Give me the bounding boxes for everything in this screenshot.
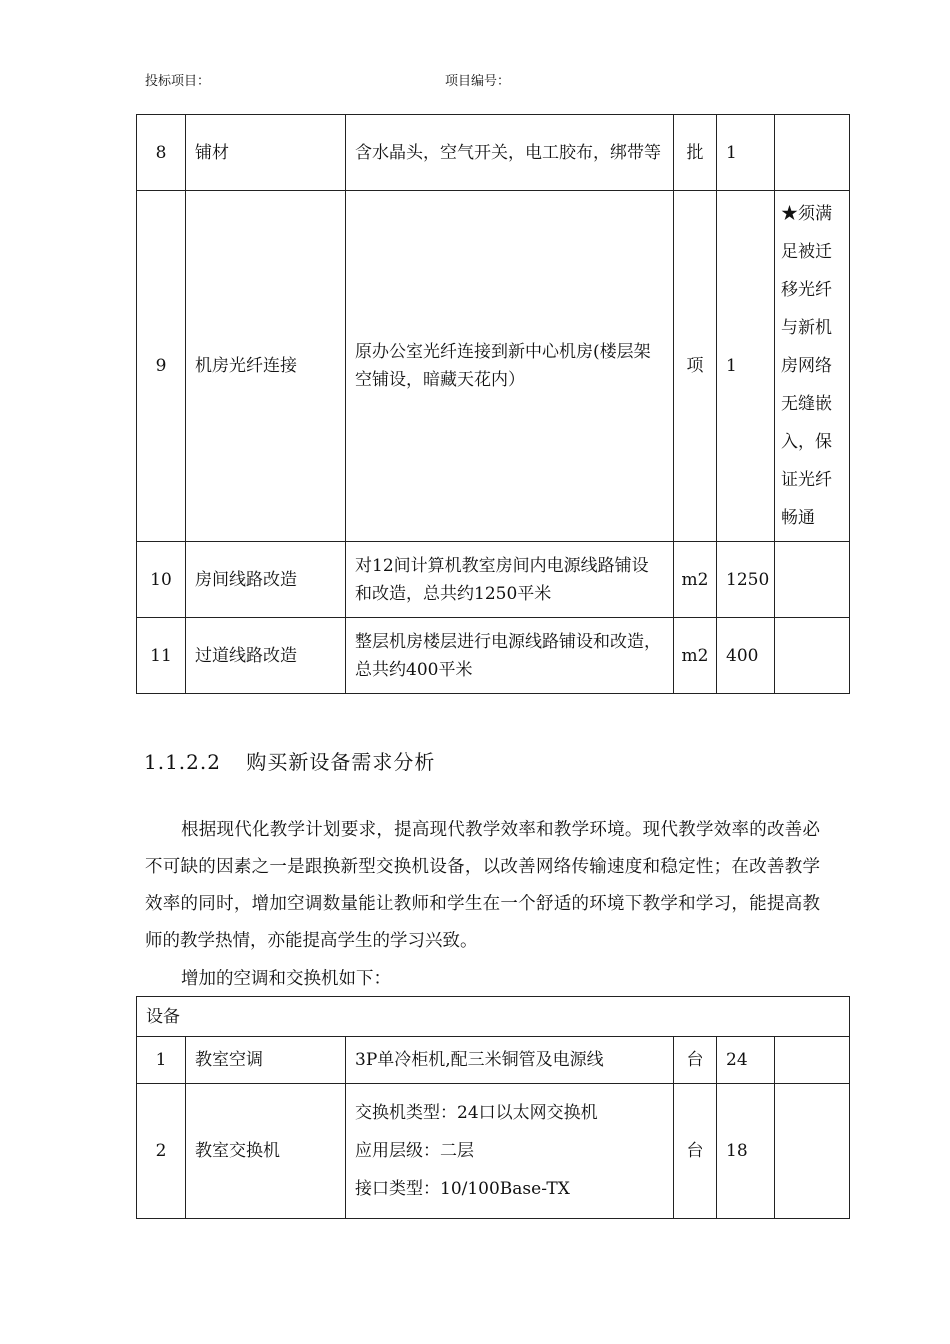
item-note: ★须满足被迁移光纤与新机房网络无缝嵌入，保证光纤畅通 (775, 191, 850, 542)
item-description: 整层机房楼层进行电源线路铺设和改造，总共约400平米 (346, 618, 674, 694)
row-number: 1 (137, 1037, 186, 1084)
item-quantity: 24 (717, 1037, 775, 1084)
item-description: 对12间计算机教室房间内电源线路铺设和改造，总共约1250平米 (346, 542, 674, 618)
item-note (775, 1084, 850, 1219)
item-name: 教室空调 (186, 1037, 346, 1084)
item-name: 过道线路改造 (186, 618, 346, 694)
table-row (137, 1037, 850, 1084)
item-unit: 台 (674, 1037, 717, 1084)
table-group-row (137, 997, 850, 1037)
description-line: 接口类型：10/100Base-TX (355, 1179, 570, 1199)
row-number: 9 (137, 191, 186, 542)
item-quantity: 1250 (717, 542, 775, 618)
row-number: 2 (137, 1084, 186, 1219)
item-note (775, 115, 850, 191)
item-quantity: 18 (717, 1084, 775, 1219)
item-unit: m2 (674, 618, 717, 694)
equipment-table (136, 996, 850, 1219)
table-row (137, 542, 850, 618)
item-name: 房间线路改造 (186, 542, 346, 618)
row-number: 8 (137, 115, 186, 191)
section-heading (144, 746, 435, 775)
item-name: 教室交换机 (186, 1084, 346, 1219)
item-description (346, 1084, 674, 1219)
item-note (775, 1037, 850, 1084)
description-line: 3P单冷柜机,配三米铜管及电源线 (355, 1050, 604, 1070)
item-quantity: 1 (717, 115, 775, 191)
item-unit: 批 (674, 115, 717, 191)
table-row (137, 115, 850, 191)
row-number: 11 (137, 618, 186, 694)
item-quantity: 1 (717, 191, 775, 542)
paragraph: 增加的空调和交换机如下： (181, 969, 391, 989)
table-row (137, 618, 850, 694)
item-quantity: 400 (717, 618, 775, 694)
item-unit: m2 (674, 542, 717, 618)
section-number: 1.1.2.2 (144, 750, 221, 774)
item-note (775, 618, 850, 694)
paragraph: 根据现代化教学计划要求，提高现代教学效率和教学环境。现代教学效率的改善必不可缺的因素之一是跟换新型交换机设备，以改善网络传输速度和稳定性；在改善教学效率的同时，增加空调数量能让教师和学生在一个舒适的环境下教学和学习，能提高教师的教学热情，亦能提高学生的学习兴致。 (145, 820, 820, 951)
description-line: 应用层级：二层 (355, 1141, 474, 1161)
item-description: 原办公室光纤连接到新中心机房(楼层架空铺设，暗藏天花内） (346, 191, 674, 542)
row-number: 10 (137, 542, 186, 618)
item-unit: 项 (674, 191, 717, 542)
group-label: 设备 (137, 997, 850, 1037)
item-note (775, 542, 850, 618)
item-description (346, 1037, 674, 1084)
item-name: 机房光纤连接 (186, 191, 346, 542)
project-code-label: 项目编号： (445, 74, 511, 89)
item-description: 含水晶头，空气开关，电工胶布，绑带等 (346, 115, 674, 191)
item-unit: 台 (674, 1084, 717, 1219)
section-title: 购买新设备需求分析 (246, 750, 436, 774)
materials-table (136, 114, 850, 694)
table-row (137, 191, 850, 542)
description-line: 交换机类型：24口以太网交换机 (355, 1103, 598, 1123)
item-name: 铺材 (186, 115, 346, 191)
project-label: 投标项目： (145, 74, 211, 89)
table-row (137, 1084, 850, 1219)
